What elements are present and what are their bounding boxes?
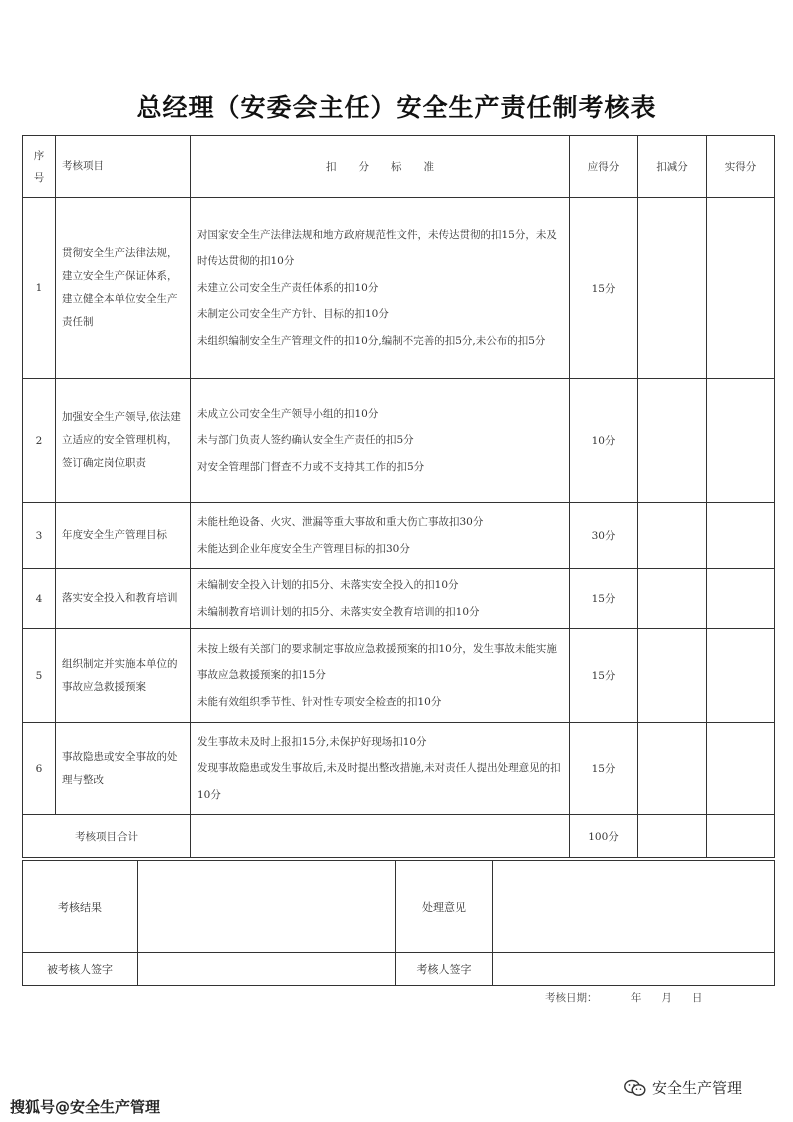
row-seq: 6 (23, 723, 56, 815)
row-item: 落实安全投入和教育培训 (56, 569, 191, 629)
standard-line: 未能杜绝设备、火灾、泄漏等重大事故和重大伤亡事故扣30分 (197, 516, 484, 528)
source-watermark: 搜狐号@安全生产管理 (10, 1098, 161, 1116)
header-should-score: 应得分 (570, 136, 638, 198)
row-actual-field[interactable] (707, 198, 775, 379)
row-score: 15分 (570, 198, 638, 379)
header-deduct: 扣减分 (638, 136, 707, 198)
total-standard-blank (191, 815, 570, 858)
row-standards (191, 198, 570, 379)
standard-line: 未与部门负责人签约确认安全生产责任的扣5分 (197, 434, 414, 447)
row-seq: 5 (23, 629, 56, 723)
row-standards (191, 379, 570, 503)
standard-line: 未组织编制安全生产管理文件的扣10分,编制不完善的扣5分,未公布的扣5分 (197, 334, 546, 347)
row-standards (191, 569, 570, 629)
header-standard: 扣分标准 (191, 136, 570, 198)
row-item: 事故隐患或安全事故的处理与整改 (56, 723, 191, 815)
table-row (23, 379, 775, 503)
row-actual-field[interactable] (707, 629, 775, 723)
row-standards (191, 629, 570, 723)
row-score: 15分 (570, 629, 638, 723)
wechat-account-badge (624, 1077, 742, 1098)
opinion-label: 处理意见 (396, 861, 493, 953)
row-actual-field[interactable] (707, 503, 775, 569)
row-seq: 3 (23, 503, 56, 569)
row-standards (191, 503, 570, 569)
wechat-account-name: 安全生产管理 (652, 1079, 743, 1097)
row-deduct-field[interactable] (638, 379, 707, 503)
assessee-signature-field[interactable] (138, 953, 396, 986)
total-label: 考核项目合计 (23, 815, 191, 858)
standard-line: 对安全管理部门督查不力或不支持其工作的扣5分 (197, 460, 425, 473)
table-header-row (23, 136, 775, 198)
row-seq: 4 (23, 569, 56, 629)
result-label: 考核结果 (23, 861, 138, 953)
row-score: 10分 (570, 379, 638, 503)
row-seq: 1 (23, 198, 56, 379)
assessment-date: 考核日期： 年 月 日 (545, 992, 703, 1004)
row-item: 组织制定并实施本单位的事故应急救援预案 (56, 629, 191, 723)
row-actual-field[interactable] (707, 379, 775, 503)
standard-line: 发现事故隐患或发生事故后,未及时提出整改措施,未对责任人提出处理意见的扣10分 (197, 762, 561, 801)
row-item: 年度安全生产管理目标 (56, 503, 191, 569)
assessee-label: 被考核人签字 (23, 953, 138, 986)
standard-line: 未制定公司安全生产方针、目标的扣10分 (197, 308, 389, 321)
standard-line: 未建立公司安全生产责任体系的扣10分 (197, 281, 379, 294)
total-row (23, 815, 775, 858)
standard-line: 未按上级有关部门的要求制定事故应急救援预案的扣10分，发生事故未能实施事故应急救援预案的扣15分 (197, 642, 557, 682)
row-actual-field[interactable] (707, 723, 775, 815)
row-deduct-field[interactable] (638, 569, 707, 629)
wechat-logo-icon (624, 1079, 646, 1097)
row-item: 贯彻安全生产法律法规，建立安全生产保证体系，建立健全本单位安全生产责任制 (56, 198, 191, 379)
page-title: 总经理（安委会主任）安全生产责任制考核表 (136, 93, 657, 122)
row-deduct-field[interactable] (638, 503, 707, 569)
assessor-signature-field[interactable] (493, 953, 775, 986)
row-seq: 2 (23, 379, 56, 503)
row-score: 15分 (570, 569, 638, 629)
total-actual-field[interactable] (707, 815, 775, 858)
row-item: 加强安全生产领导,依法建立适应的安全管理机构，签订确定岗位职责 (56, 379, 191, 503)
header-seq: 序号 (23, 136, 56, 198)
table-row (23, 198, 775, 379)
header-actual: 实得分 (707, 136, 775, 198)
standard-line: 未编制教育培训计划的扣5分、未落实安全教育培训的扣10分 (197, 605, 480, 618)
table-row (23, 503, 775, 569)
result-field[interactable] (138, 861, 396, 953)
total-deduct-field[interactable] (638, 815, 707, 858)
row-deduct-field[interactable] (638, 198, 707, 379)
row-actual-field[interactable] (707, 569, 775, 629)
assessor-label: 考核人签字 (396, 953, 493, 986)
assessment-table (22, 135, 775, 858)
row-deduct-field[interactable] (638, 723, 707, 815)
table-row (23, 629, 775, 723)
opinion-field[interactable] (493, 861, 775, 953)
header-item: 考核项目 (56, 136, 191, 198)
row-deduct-field[interactable] (638, 629, 707, 723)
standard-line: 发生事故未及时上报扣15分,未保护好现场扣10分 (197, 735, 427, 748)
standard-line: 未成立公司安全生产领导小组的扣10分 (197, 407, 379, 420)
row-standards (191, 723, 570, 815)
standard-line: 未编制安全投入计划的扣5分、未落实安全投入的扣10分 (197, 579, 459, 591)
standard-line: 未能有效组织季节性、针对性专项安全检查的扣10分 (197, 695, 442, 708)
row-score: 30分 (570, 503, 638, 569)
standard-line: 对国家安全生产法律法规和地方政府规范性文件，未传达贯彻的扣15分，未及时传达贯彻的扣10分 (197, 228, 557, 268)
table-row (23, 723, 775, 815)
standard-line: 未能达到企业年度安全生产管理目标的扣30分 (197, 542, 410, 555)
row-score: 15分 (570, 723, 638, 815)
table-row (23, 569, 775, 629)
total-score: 100分 (570, 815, 638, 858)
sign-table (22, 860, 775, 986)
